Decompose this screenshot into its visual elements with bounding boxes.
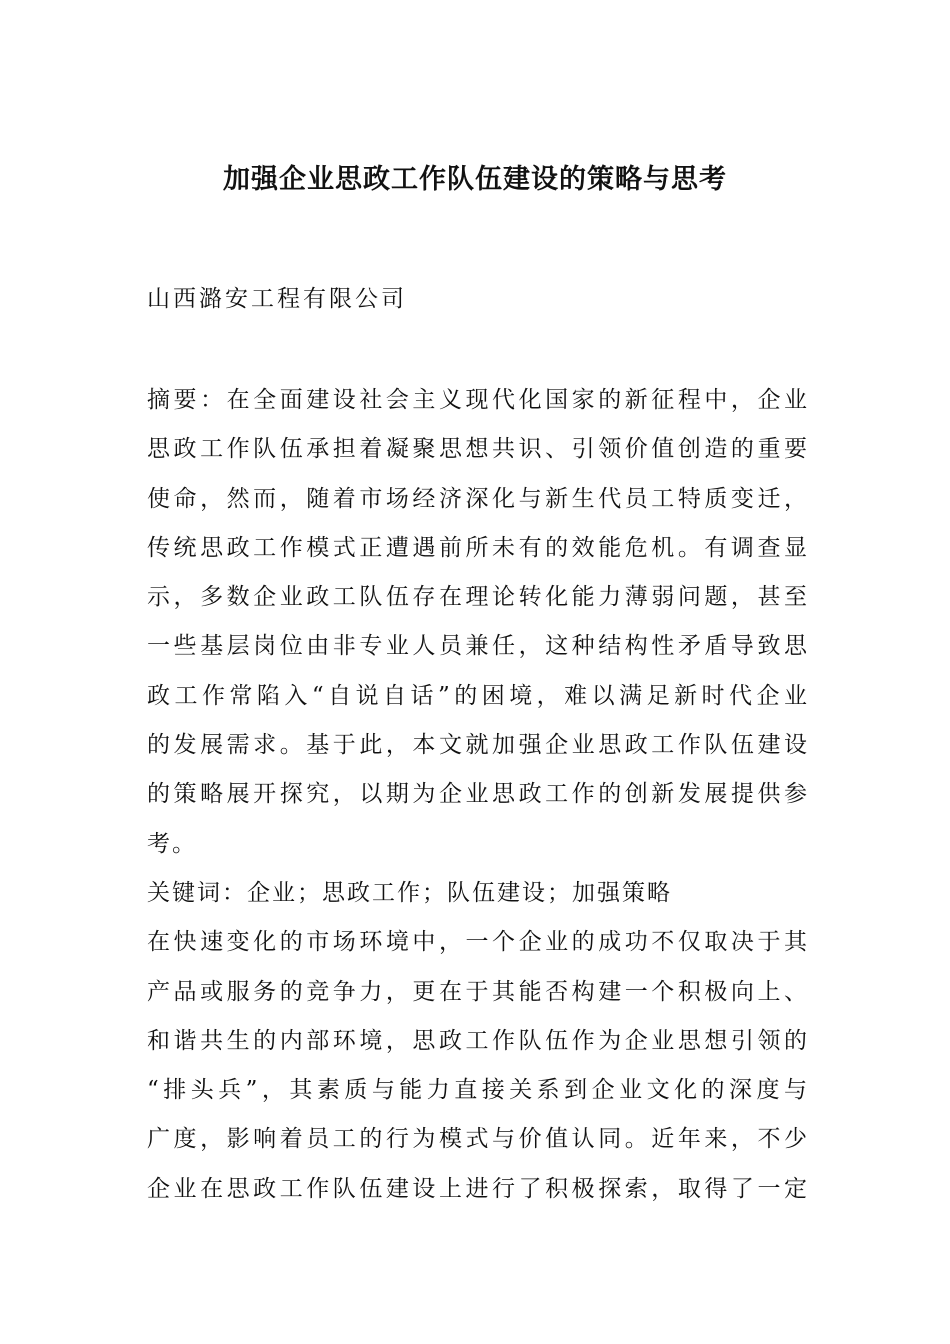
abstract-line: 的策略展开探究，以期为企业思政工作的创新发展提供参 [147, 781, 807, 808]
body-line: 产品或服务的竞争力，更在于其能否构建一个积极向上、 [147, 978, 807, 1005]
body-line: 在快速变化的市场环境中，一个企业的成功不仅取决于其 [147, 929, 807, 956]
body-line: 企业在思政工作队伍建设上进行了积极探索，取得了一定 [147, 1175, 807, 1202]
abstract-line: 一些基层岗位由非专业人员兼任，这种结构性矛盾导致思 [147, 633, 807, 660]
author-affiliation: 山西潞安工程有限公司 [147, 286, 407, 312]
abstract-line: 使命，然而，随着市场经济深化与新生代员工特质变迁， [147, 485, 807, 512]
abstract-line: 示，多数企业政工队伍存在理论转化能力薄弱问题，甚至 [147, 584, 807, 611]
abstract-line: 摘要：在全面建设社会主义现代化国家的新征程中，企业 [147, 387, 807, 413]
abstract-line: 考。 [147, 830, 197, 857]
body-line: 广度，影响着员工的行为模式与价值认同。近年来，不少 [147, 1126, 807, 1153]
abstract-line: 传统思政工作模式正遭遇前所未有的效能危机。有调查显 [147, 534, 807, 561]
abstract-line: 的发展需求。基于此，本文就加强企业思政工作队伍建设 [147, 732, 807, 759]
keywords-line: 关键词：企业；思政工作；队伍建设；加强策略 [147, 879, 672, 906]
document-title: 加强企业思政工作队伍建设的策略与思考 [223, 164, 727, 195]
abstract-line: 政工作常陷入“自说自话”的困境，难以满足新时代企业 [147, 682, 807, 709]
body-line: 和谐共生的内部环境，思政工作队伍作为企业思想引领的 [147, 1027, 807, 1054]
document-body [147, 380, 807, 1218]
abstract-line: 思政工作队伍承担着凝聚思想共识、引领价值创造的重要 [147, 436, 807, 463]
body-line: “排头兵”，其素质与能力直接关系到企业文化的深度与 [147, 1077, 807, 1104]
